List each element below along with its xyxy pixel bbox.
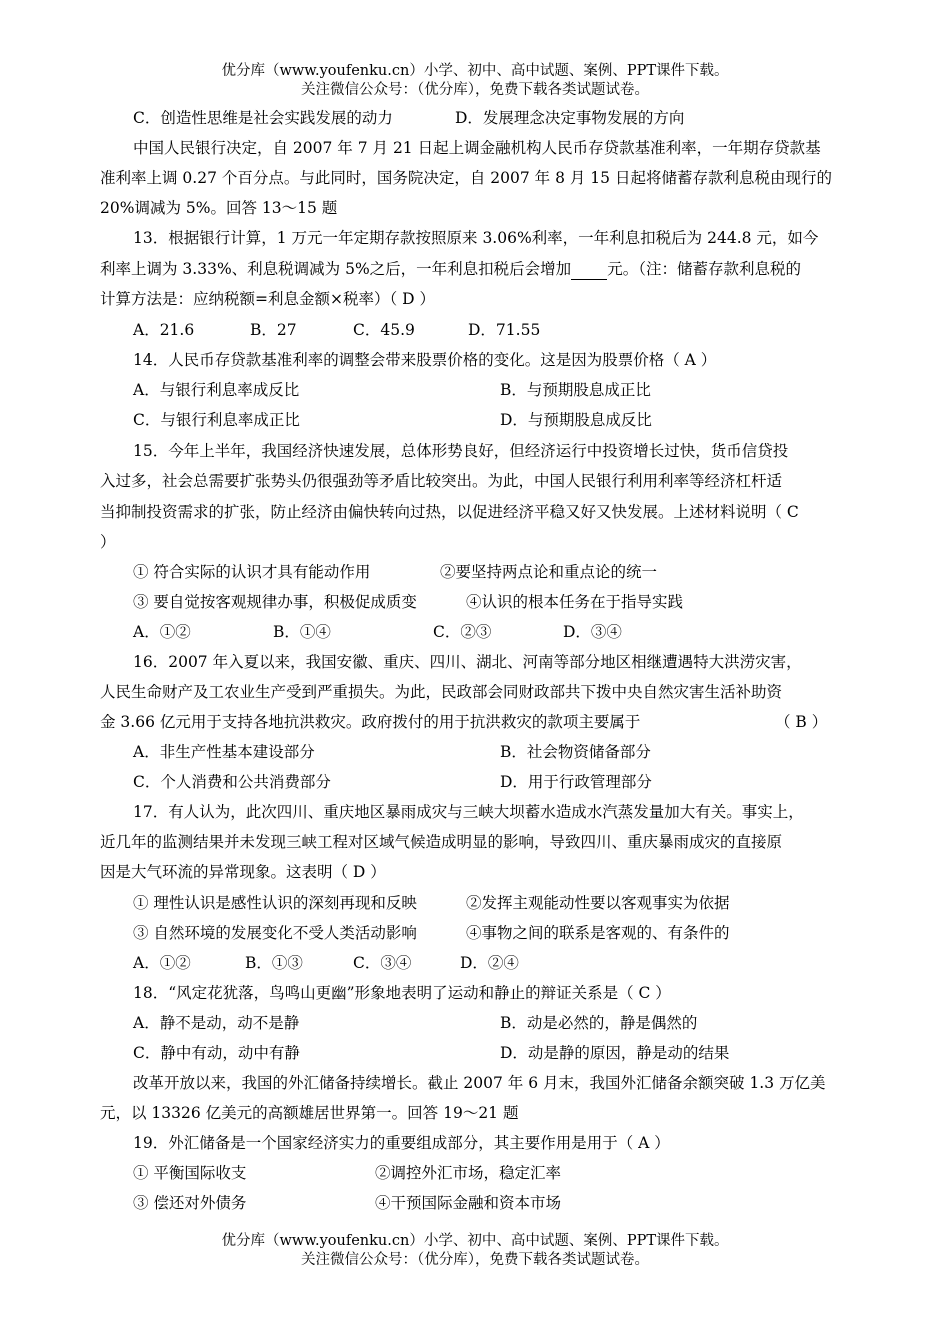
q14-stem: 14．人民币存贷款基准利率的调整会带来股票价格的变化。这是因为股票价格（ A ） (133, 351, 717, 369)
q15-stem-line-4: ） (100, 533, 116, 551)
q16-option-d: D．用于行政管理部分 (500, 773, 652, 791)
q14-option-c: C．与银行利息率成正比 (133, 411, 300, 429)
header-line-2: 关注微信公众号：（优分库），免费下载各类试题试卷。 (301, 82, 649, 98)
q15-item-4: ④认识的根本任务在于指导实践 (466, 593, 684, 611)
q13-stem-line-3: 计算方法是：应纳税额=利息金额×税率）（ D ） (100, 290, 436, 308)
q13-option-d: D．71.55 (468, 321, 541, 339)
q17-item-2: ②发挥主观能动性要以客观事实为依据 (466, 894, 730, 912)
q19-item-4: ④干预国际金融和资本市场 (375, 1194, 562, 1212)
q13-option-b: B．27 (250, 321, 297, 339)
q19-item-1: ① 平衡国际收支 (133, 1164, 247, 1182)
q17-item-1: ① 理性认识是感性认识的深刻再现和反映 (133, 894, 417, 912)
q16-option-c: C．个人消费和公共消费部分 (133, 773, 331, 791)
q18-stem: 18．“风定花犹落，鸟鸣山更幽”形象地表明了运动和静止的辩证关系是（ C ） (133, 984, 671, 1002)
footer-line-1: 优分库（www.youfenku.cn）小学、初中、高中试题、案例、PPT课件下载。 (221, 1233, 729, 1249)
q16-stem-line-2: 人民生命财产及工农业生产受到严重损失。为此，民政部会同财政部共下拨中央自然灾害生活补助资 (100, 683, 783, 701)
q16-stem-line-3: 金 3.66 亿元用于支持各地抗洪救灾。政府拨付的用于抗洪救灾的款项主要属于 (100, 713, 641, 731)
q12-option-d: D．发展理念决定事物发展的方向 (455, 109, 685, 127)
q13-option-c: C．45.9 (353, 321, 415, 339)
q13-stem-line-1: 13．根据银行计算，1 万元一年定期存款按照原来 3.06%利率，一年利息扣税后为 244.8 元，如今 (133, 229, 819, 247)
q17-option-b: B．①③ (245, 954, 303, 972)
q16-option-a: A．非生产性基本建设部分 (133, 743, 315, 761)
q18-option-b: B．动是必然的，静是偶然的 (500, 1014, 698, 1032)
q15-stem-line-1: 15．今年上半年，我国经济快速发展，总体形势良好，但经济运行中投资增长过快，货币信贷投 (133, 442, 789, 460)
q17-option-a: A．①② (133, 954, 191, 972)
q17-item-3: ③ 自然环境的发展变化不受人类活动影响 (133, 924, 417, 942)
q17-stem-line-2: 近几年的监测结果并未发现三峡工程对区域气候造成明显的影响，导致四川、重庆暴雨成灾的直接原 (100, 833, 783, 851)
q13-stem-part-a: 利率上调为 3.33%、利息税调减为 5%之后，一年利息扣税后会增加 (100, 260, 572, 278)
answer-blank (571, 259, 607, 280)
q15-option-c: C．②③ (433, 623, 492, 641)
material-2-line-2: 元，以 13326 亿美元的高额雄居世界第一。回答 19～21 题 (100, 1104, 519, 1122)
q19-item-2: ②调控外汇市场，稳定汇率 (375, 1164, 562, 1182)
q13-option-a: A．21.6 (133, 321, 195, 339)
q14-option-d: D．与预期股息成反比 (500, 411, 652, 429)
material-1-line-2: 准利率上调 0.27 个百分点。与此同时，国务院决定，自 2007 年 8 月 15 日起将储蓄存款利息税由现行的 (100, 169, 832, 187)
q15-item-1: ① 符合实际的认识才具有能动作用 (133, 563, 371, 581)
q15-stem-line-2: 入过多，社会总需要扩张势头仍很强劲等矛盾比较突出。为此，中国人民银行利用利率等经济杠杆适 (100, 472, 783, 490)
header-line-1: 优分库（www.youfenku.cn）小学、初中、高中试题、案例、PPT课件下载。 (221, 63, 729, 79)
q17-option-c: C．③④ (353, 954, 412, 972)
q16-option-b: B．社会物资储备部分 (500, 743, 651, 761)
q19-stem: 19．外汇储备是一个国家经济实力的重要组成部分，其主要作用是用于（ A ） (133, 1134, 670, 1152)
q17-stem-line-3: 因是大气环流的异常现象。这表明（ D ） (100, 863, 386, 881)
material-1-line-1: 中国人民银行决定，自 2007 年 7 月 21 日起上调金融机构人民币存贷款基准利率，一年期存贷款基 (133, 139, 821, 157)
q16-stem-line-1: 16．2007 年入夏以来，我国安徽、重庆、四川、湖北、河南等部分地区相继遭遇特大洪涝灾害， (133, 653, 802, 671)
q17-item-4: ④事物之间的联系是客观的、有条件的 (466, 924, 730, 942)
q12-option-c: C．创造性思维是社会实践发展的动力 (133, 109, 393, 127)
q15-item-3: ③ 要自觉按客观规律办事，积极促成质变 (133, 593, 417, 611)
footer-line-2: 关注微信公众号：（优分库），免费下载各类试题试卷。 (301, 1252, 649, 1268)
q13-stem-part-b: 元。（注：储蓄存款利息税的 (607, 260, 801, 278)
material-2-line-1: 改革开放以来，我国的外汇储备持续增长。截止 2007 年 6 月末，我国外汇储备余额突破 1.3 万亿美 (133, 1074, 826, 1092)
q14-option-b: B．与预期股息成正比 (500, 381, 651, 399)
q17-stem-line-1: 17．有人认为，此次四川、重庆地区暴雨成灾与三峡大坝蓄水造成水汽蒸发量加大有关。事实上， (133, 803, 804, 821)
q15-option-a: A．①② (133, 623, 191, 641)
q14-option-a: A．与银行利息率成反比 (133, 381, 300, 399)
q15-option-d: D．③④ (563, 623, 622, 641)
q15-item-2: ②要坚持两点论和重点论的统一 (440, 563, 658, 581)
q13-stem-line-2 (100, 259, 801, 280)
q17-option-d: D．②④ (460, 954, 519, 972)
q15-stem-line-3: 当抑制投资需求的扩张，防止经济由偏快转向过热，以促进经济平稳又好又快发展。上述材料说明（ C (100, 503, 799, 521)
q18-option-d: D．动是静的原因，静是动的结果 (500, 1044, 730, 1062)
q18-option-a: A．静不是动，动不是静 (133, 1014, 300, 1032)
q18-option-c: C．静中有动，动中有静 (133, 1044, 300, 1062)
q15-option-b: B．①④ (273, 623, 331, 641)
q16-answer: （ B ） (775, 713, 828, 731)
material-1-line-3: 20%调减为 5%。回答 13～15 题 (100, 199, 338, 217)
q19-item-3: ③ 偿还对外债务 (133, 1194, 247, 1212)
